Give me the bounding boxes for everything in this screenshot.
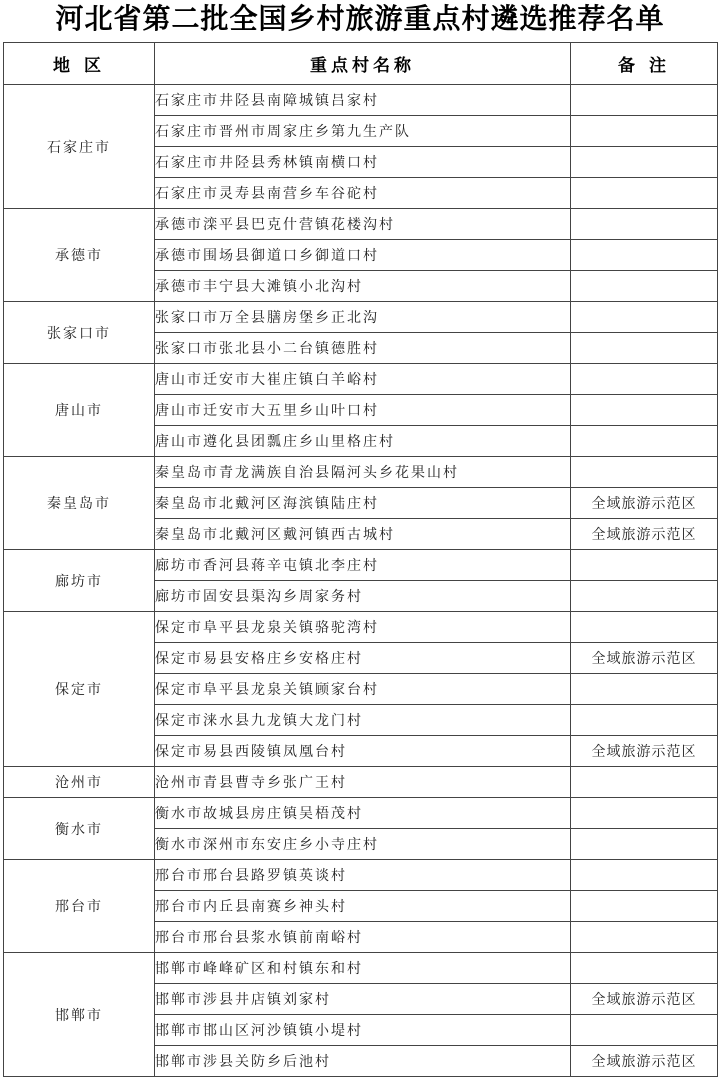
note-cell <box>571 1015 718 1046</box>
table-row <box>4 953 718 984</box>
note-cell: 全域旅游示范区 <box>571 736 718 767</box>
note-cell <box>571 798 718 829</box>
note-cell <box>571 674 718 705</box>
village-name-cell: 承德市围场县御道口乡御道口村 <box>155 240 571 271</box>
village-name-cell: 廊坊市香河县蒋辛屯镇北李庄村 <box>155 550 571 581</box>
village-name-cell: 秦皇岛市北戴河区海滨镇陆庄村 <box>155 488 571 519</box>
note-cell <box>571 116 718 147</box>
village-name-cell: 唐山市迁安市大五里乡山叶口村 <box>155 395 571 426</box>
region-cell: 承德市 <box>4 209 155 302</box>
village-name-cell: 邯郸市峰峰矿区和村镇东和村 <box>155 953 571 984</box>
table-header <box>4 43 718 85</box>
village-name-cell: 邢台市邢台县浆水镇前南峪村 <box>155 922 571 953</box>
village-name-cell: 秦皇岛市青龙满族自治县隔河头乡花果山村 <box>155 457 571 488</box>
table-row <box>4 550 718 581</box>
region-cell: 唐山市 <box>4 364 155 457</box>
note-cell <box>571 395 718 426</box>
note-cell: 全域旅游示范区 <box>571 643 718 674</box>
village-name-cell: 邢台市内丘县南赛乡神头村 <box>155 891 571 922</box>
note-cell <box>571 860 718 891</box>
note-cell <box>571 302 718 333</box>
note-cell: 全域旅游示范区 <box>571 488 718 519</box>
village-name-cell: 石家庄市晋州市周家庄乡第九生产队 <box>155 116 571 147</box>
village-table <box>3 42 718 1077</box>
village-name-cell: 张家口市张北县小二台镇德胜村 <box>155 333 571 364</box>
page-title: 河北省第二批全国乡村旅游重点村遴选推荐名单 <box>55 2 665 35</box>
village-name-cell: 张家口市万全县膳房堡乡正北沟 <box>155 302 571 333</box>
note-cell <box>571 240 718 271</box>
note-cell: 全域旅游示范区 <box>571 519 718 550</box>
village-name-cell: 保定市阜平县龙泉关镇顾家台村 <box>155 674 571 705</box>
region-cell: 廊坊市 <box>4 550 155 612</box>
table-row <box>4 457 718 488</box>
note-cell: 全域旅游示范区 <box>571 984 718 1015</box>
table-row <box>4 364 718 395</box>
note-cell <box>571 829 718 860</box>
village-name-cell: 邯郸市涉县井店镇刘家村 <box>155 984 571 1015</box>
region-cell: 秦皇岛市 <box>4 457 155 550</box>
table-row <box>4 209 718 240</box>
table-row <box>4 798 718 829</box>
table-body <box>4 85 718 1077</box>
village-name-cell: 保定市易县安格庄乡安格庄村 <box>155 643 571 674</box>
table-row <box>4 85 718 116</box>
note-cell <box>571 581 718 612</box>
note-cell <box>571 147 718 178</box>
village-name-cell: 衡水市深州市东安庄乡小寺庄村 <box>155 829 571 860</box>
region-cell: 邢台市 <box>4 860 155 953</box>
region-cell: 衡水市 <box>4 798 155 860</box>
village-name-cell: 邯郸市邯山区河沙镇镇小堤村 <box>155 1015 571 1046</box>
village-name-cell: 廊坊市固安县渠沟乡周家务村 <box>155 581 571 612</box>
note-cell <box>571 85 718 116</box>
village-name-cell: 石家庄市井陉县秀林镇南横口村 <box>155 147 571 178</box>
village-name-cell: 秦皇岛市北戴河区戴河镇西古城村 <box>155 519 571 550</box>
note-cell <box>571 550 718 581</box>
note-cell <box>571 767 718 798</box>
village-name-cell: 保定市阜平县龙泉关镇骆驼湾村 <box>155 612 571 643</box>
header-note: 备 注 <box>571 43 718 85</box>
village-name-cell: 邯郸市涉县关防乡后池村 <box>155 1046 571 1077</box>
table-row <box>4 302 718 333</box>
village-name-cell: 邢台市邢台县路罗镇英谈村 <box>155 860 571 891</box>
note-cell <box>571 333 718 364</box>
note-cell <box>571 426 718 457</box>
note-cell <box>571 953 718 984</box>
note-cell <box>571 705 718 736</box>
table-row <box>4 767 718 798</box>
village-name-cell: 衡水市故城县房庄镇吴梧茂村 <box>155 798 571 829</box>
note-cell <box>571 271 718 302</box>
village-name-cell: 承德市滦平县巴克什营镇花楼沟村 <box>155 209 571 240</box>
header-region: 地 区 <box>4 43 155 85</box>
note-cell <box>571 209 718 240</box>
village-name-cell: 承德市丰宁县大滩镇小北沟村 <box>155 271 571 302</box>
village-name-cell: 沧州市青县曹寺乡张广王村 <box>155 767 571 798</box>
village-name-cell: 保定市易县西陵镇凤凰台村 <box>155 736 571 767</box>
note-cell <box>571 178 718 209</box>
note-cell: 全域旅游示范区 <box>571 1046 718 1077</box>
region-cell: 沧州市 <box>4 767 155 798</box>
village-name-cell: 石家庄市灵寿县南营乡车谷砣村 <box>155 178 571 209</box>
region-cell: 石家庄市 <box>4 85 155 209</box>
note-cell <box>571 612 718 643</box>
header-row <box>4 43 718 85</box>
region-cell: 邯郸市 <box>4 953 155 1077</box>
note-cell <box>571 922 718 953</box>
note-cell <box>571 891 718 922</box>
village-name-cell: 保定市涞水县九龙镇大龙门村 <box>155 705 571 736</box>
note-cell <box>571 364 718 395</box>
region-cell: 张家口市 <box>4 302 155 364</box>
village-name-cell: 石家庄市井陉县南障城镇吕家村 <box>155 85 571 116</box>
note-cell <box>571 457 718 488</box>
village-name-cell: 唐山市遵化县团瓢庄乡山里格庄村 <box>155 426 571 457</box>
village-name-cell: 唐山市迁安市大崔庄镇白羊峪村 <box>155 364 571 395</box>
table-row <box>4 612 718 643</box>
header-village: 重点村名称 <box>155 43 571 85</box>
region-cell: 保定市 <box>4 612 155 767</box>
table-row <box>4 860 718 891</box>
